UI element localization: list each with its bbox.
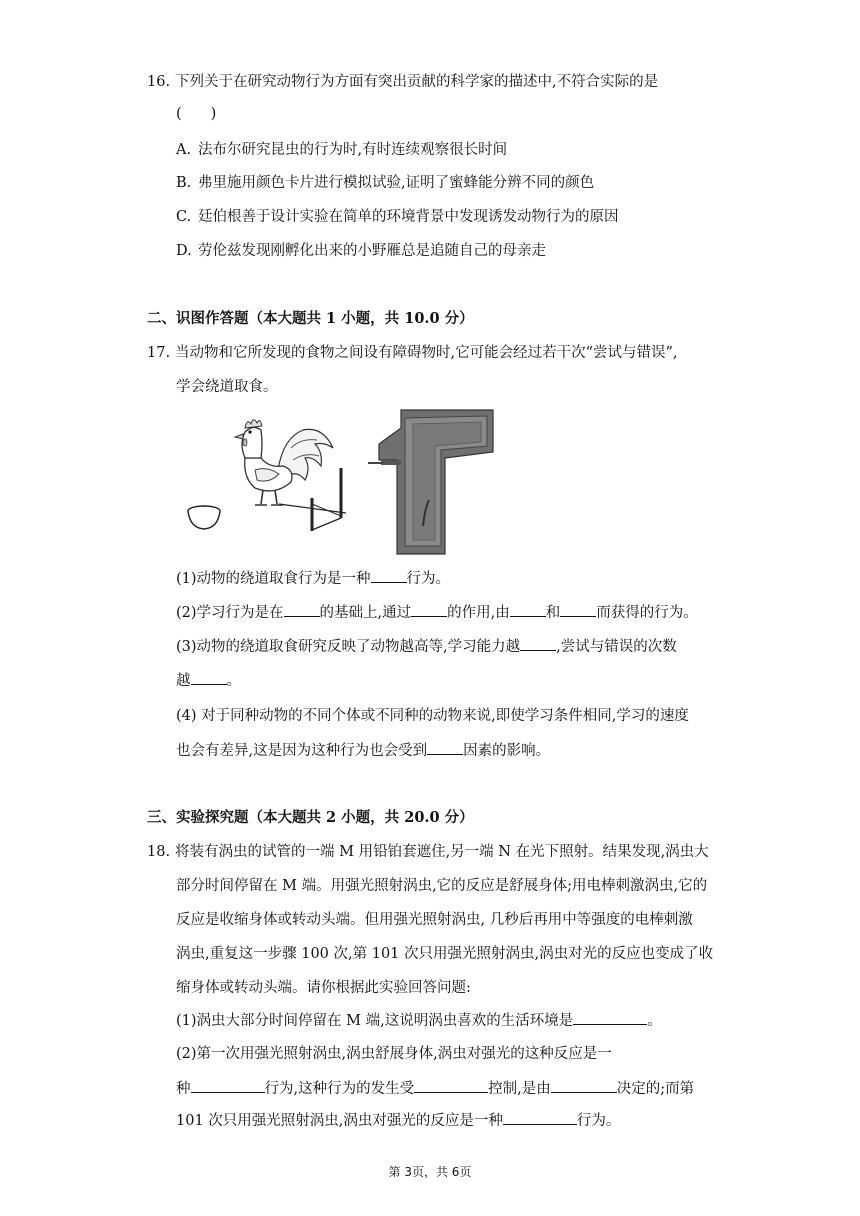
q17-part3-line1: (3)动物的绕道取食研究反映了动物越高等,学习能力越 ,尝试与错误的次数 <box>176 636 677 657</box>
q16-paren: ( ) <box>176 106 217 122</box>
q17-part4-line2: 也会有差异,这是因为这种行为也会受到 因素的影响。 <box>176 740 550 761</box>
answer-blank[interactable] <box>503 1110 577 1125</box>
answer-blank[interactable] <box>520 636 556 651</box>
answer-blank[interactable] <box>411 602 447 617</box>
section-2-title: 二、识图作答题（本大题共 1 小题，共 10.0 分） <box>147 310 474 327</box>
q17-stem-line1: 17. 当动物和它所发现的食物之间设有障碍物时,它可能会经过若干次“尝试与错误”, <box>147 345 678 361</box>
q17-figure <box>183 408 503 556</box>
q18-line3: 反应是收缩身体或转动头端。但用强光照射涡虫, 几秒后再用中等强度的电棒刺激 <box>176 912 693 928</box>
q17-part1: (1)动物的绕道取食行为是一种 行为。 <box>176 568 450 589</box>
q18-part2-line3: 101 次只用强光照射涡虫,涡虫对强光的反应是一种 行为。 <box>176 1110 620 1131</box>
q17-number: 17. <box>147 345 171 361</box>
answer-blank[interactable] <box>573 1010 647 1025</box>
answer-blank[interactable] <box>371 568 407 583</box>
q16-option-c: C. 廷伯根善于设计实验在简单的环境背景中发现诱发动物行为的原因 <box>176 209 619 225</box>
q17-part3-line2: 越 。 <box>176 670 241 691</box>
section-3-title: 三、实验探究题（本大题共 2 小题，共 20.0 分） <box>147 809 474 826</box>
answer-blank[interactable] <box>510 602 546 617</box>
q16-number: 16. <box>147 74 171 90</box>
q18-part2-line1: (2)第一次用强光照射涡虫,涡虫舒展身体,涡虫对强光的这种反应是一 <box>176 1046 612 1062</box>
q18-number: 18. <box>147 844 171 860</box>
q16-stem <box>147 72 658 92</box>
answer-blank[interactable] <box>551 1078 617 1093</box>
q17-part4-line1: (4) 对于同种动物的不同个体或不同种的动物来说,即使学习条件相同,学习的速度 <box>176 708 689 724</box>
q18-line5: 缩身体或转动头端。请你根据此实验回答问题: <box>176 980 471 996</box>
page-footer: 第 3页，共 6页 <box>388 1165 472 1179</box>
answer-blank[interactable] <box>560 602 596 617</box>
q18-line4: 涡虫,重复这一步骤 100 次,第 101 次只用强光照射涡虫,涡虫对光的反应也变成了收 <box>176 946 714 962</box>
q17-part2: (2)学习行为是在 的基础上,通过 的作用,由 和 而获得的行为。 <box>176 602 698 623</box>
q18-line2: 部分时间停留在 M 端。用强光照射涡虫,它的反应是舒展身体;用电棒刺激涡虫,它的 <box>176 878 708 894</box>
q18-part2-line2: 种 行为,这种行为的发生受 控制,是由 决定的;而第 <box>176 1078 694 1099</box>
answer-blank[interactable] <box>191 670 227 685</box>
q16-stem-text: 下列关于在研究动物行为方面有突出贡献的科学家的描述中,不符合实际的是 <box>175 74 659 90</box>
detour-apparatus-illustration <box>368 410 493 554</box>
rooster-illustration <box>235 420 333 505</box>
q17-stem-line2: 学会绕道取食。 <box>176 379 278 395</box>
q16-option-b: B. 弗里施用颜色卡片进行模拟试验,证明了蜜蜂能分辨不同的颜色 <box>176 175 595 191</box>
q16-option-a: A. 法布尔研究昆虫的行为时,有时连续观察很长时间 <box>176 142 508 158</box>
q18-part1: (1)涡虫大部分时间停留在 M 端,这说明涡虫喜欢的生活环境是 。 <box>176 1010 662 1031</box>
answer-blank[interactable] <box>414 1078 488 1093</box>
q16-option-d: D. 劳伦兹发现刚孵化出来的小野雁总是追随自己的母亲走 <box>176 243 546 259</box>
food-bowl-illustration <box>188 506 220 529</box>
answer-blank[interactable] <box>191 1078 265 1093</box>
answer-blank[interactable] <box>427 740 463 755</box>
answer-blank[interactable] <box>284 602 320 617</box>
q18-line1: 18. 将装有涡虫的试管的一端 M 用铅铂套遮住,另一端 N 在光下照射。结果发现,涡虫大 <box>147 844 709 860</box>
